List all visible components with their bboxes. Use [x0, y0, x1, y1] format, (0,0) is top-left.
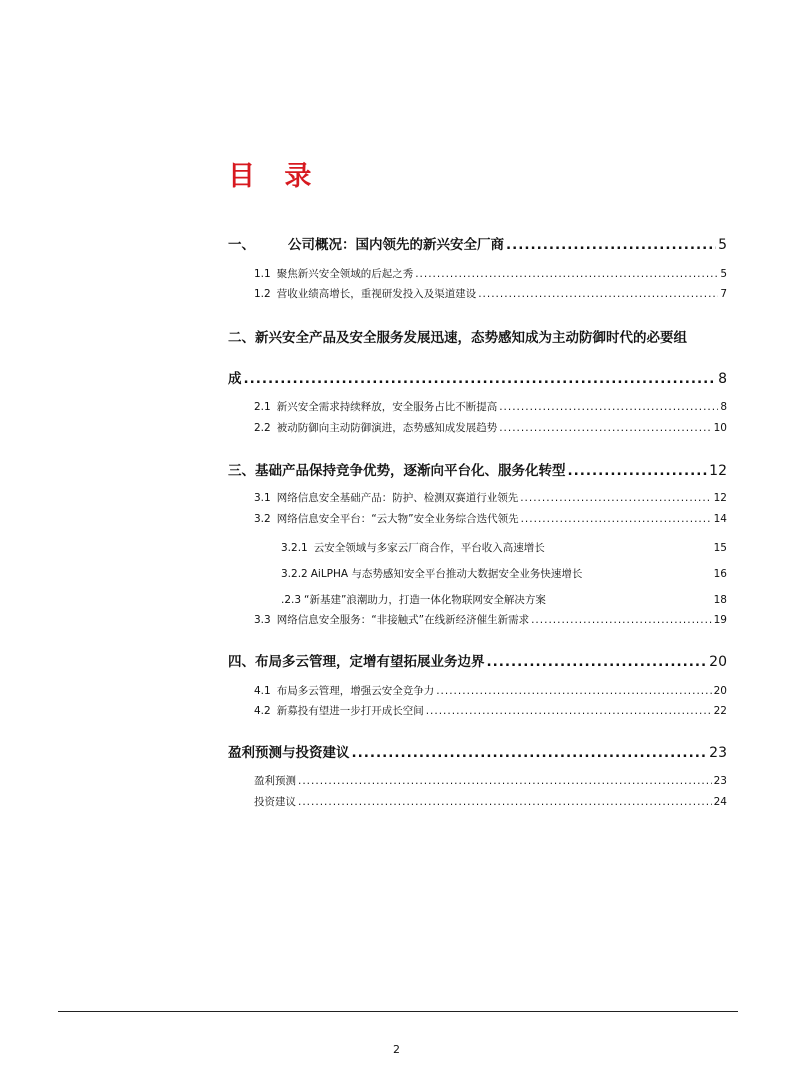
toc-entry-number: 1.1 [254, 268, 271, 280]
toc-entry-text: 四、布局多云管理，定增有望拓展业务边界 [228, 654, 485, 670]
toc-entry-text: 三、基础产品保持竞争优势，逐渐向平台化、服务化转型 [228, 463, 566, 479]
toc-leader [298, 775, 712, 787]
toc-leader [521, 513, 712, 525]
toc-entry[interactable] [228, 367, 727, 387]
toc-entry-text: 网络信息安全基础产品：防护、检测双赛道行业领先 [276, 492, 519, 504]
toc-leader [436, 685, 711, 697]
toc-entry-page: 5 [718, 237, 727, 253]
toc-leader [506, 237, 716, 253]
toc-entry-page: 20 [709, 654, 727, 670]
toc-leader [531, 614, 712, 626]
toc-leader [298, 796, 712, 808]
toc-leader [568, 463, 708, 479]
toc-entry-page: 16 [713, 568, 727, 580]
toc-entry-text: 云安全领域与多家云厂商合作，平台收入高速增长 [313, 542, 545, 554]
toc-entry-page: 5 [720, 268, 727, 280]
toc-entry-page: 12 [709, 463, 727, 479]
toc-entry-number: 3.2.2 [281, 568, 308, 580]
toc-entry-number: 1.2 [254, 288, 271, 300]
toc-entry-text: 被动防御向主动防御演进，态势感知成发展趋势 [276, 422, 498, 434]
toc-entry-text: AiLPHA 与态势感知安全平台推动大数据安全业务快速增长 [310, 568, 583, 580]
toc-leader [244, 371, 717, 387]
toc-entry[interactable] [254, 266, 727, 281]
toc-entry-page: 8 [718, 371, 727, 387]
toc-entry[interactable] [281, 566, 727, 581]
toc-leader [352, 745, 708, 761]
toc-entry-text: 投资建议 [254, 796, 296, 808]
toc-entry[interactable] [228, 233, 727, 253]
toc-entry-text: “新基建”浪潮助力，打造一体化物联网安全解决方案 [304, 594, 546, 606]
toc-entry-text: 网络信息安全服务：“非接触式”在线新经济催生新需求 [276, 614, 530, 626]
toc-entry-text: 成 [228, 371, 242, 387]
toc-entry-text: 二、新兴安全产品及安全服务发展迅速，态势感知成为主动防御时代的必要组 [228, 330, 687, 346]
toc-leader [499, 422, 711, 434]
toc-entry-number: 3.2.1 [281, 542, 308, 554]
toc-entry-number: 3.1 [254, 492, 271, 504]
toc-entry-page: 23 [713, 775, 727, 787]
toc-entry[interactable] [228, 650, 727, 670]
toc-entry-page: 8 [720, 401, 727, 413]
toc-entry-number: 4.2 [254, 705, 271, 717]
toc-entry-text: 新募投有望进一步打开成长空间 [276, 705, 424, 717]
toc-leader [499, 401, 718, 413]
toc-entry-text: 公司概况：国内领先的新兴安全厂商 [288, 237, 504, 253]
toc-entry-text: 聚焦新兴安全领域的后起之秀 [276, 268, 414, 280]
toc-entry[interactable] [254, 286, 727, 301]
toc-entry[interactable] [281, 540, 727, 555]
toc-entry-text: 盈利预测与投资建议 [228, 745, 350, 761]
toc-title: 目 录 [228, 161, 322, 192]
toc-entry[interactable] [254, 773, 727, 788]
toc-entry-number: 2.2 [254, 422, 271, 434]
toc-leader [478, 288, 718, 300]
toc-entry-page: 14 [713, 513, 727, 525]
toc-entry[interactable] [228, 741, 727, 761]
toc-entry-text: 网络信息安全平台：“云大物”安全业务综合迭代领先 [276, 513, 519, 525]
toc-entry-number: 4.1 [254, 685, 271, 697]
toc-entry-number: 3.3 [254, 614, 271, 626]
toc-entry-wrapped-first-line[interactable] [228, 326, 727, 346]
toc-entry-number: 2.1 [254, 401, 271, 413]
toc-entry[interactable] [254, 612, 727, 627]
toc-entry-page: 19 [713, 614, 727, 626]
toc-entry-page: 22 [713, 705, 727, 717]
toc-entry-page: 24 [713, 796, 727, 808]
toc-entry-text: 布局多云管理，增强云安全竞争力 [276, 685, 435, 697]
toc-entry-number: .2.3 [281, 594, 302, 606]
toc-entry-text: 营收业绩高增长，重视研发投入及渠道建设 [276, 288, 477, 300]
toc-leader [415, 268, 718, 280]
toc-entry-page: 10 [713, 422, 727, 434]
toc-entry[interactable] [254, 490, 727, 505]
toc-entry[interactable] [254, 420, 727, 435]
toc-entry[interactable] [228, 459, 727, 479]
toc-leader [426, 705, 712, 717]
toc-entry[interactable] [254, 683, 727, 698]
toc-entry-text: 盈利预测 [254, 775, 296, 787]
toc-entry[interactable] [281, 592, 727, 607]
page-number: 2 [393, 1043, 400, 1056]
toc-entry-page: 18 [713, 594, 727, 606]
toc-entry-page: 7 [720, 288, 727, 300]
toc-leader [520, 492, 711, 504]
toc-entry-text: 新兴安全需求持续释放，安全服务占比不断提高 [276, 401, 498, 413]
toc-leader [487, 654, 708, 670]
toc-entry-page: 20 [713, 685, 727, 697]
toc-entry[interactable] [254, 399, 727, 414]
toc-entry-number: 3.2 [254, 513, 271, 525]
toc-entry[interactable] [254, 794, 727, 809]
toc-entry[interactable] [254, 703, 727, 718]
toc-entry-page: 23 [709, 745, 727, 761]
toc-entry[interactable] [254, 511, 727, 526]
toc-entry-page: 15 [713, 542, 727, 554]
toc-entry-page: 12 [713, 492, 727, 504]
toc-entry-number: 一、 [228, 237, 255, 253]
footer-divider [58, 1011, 738, 1012]
